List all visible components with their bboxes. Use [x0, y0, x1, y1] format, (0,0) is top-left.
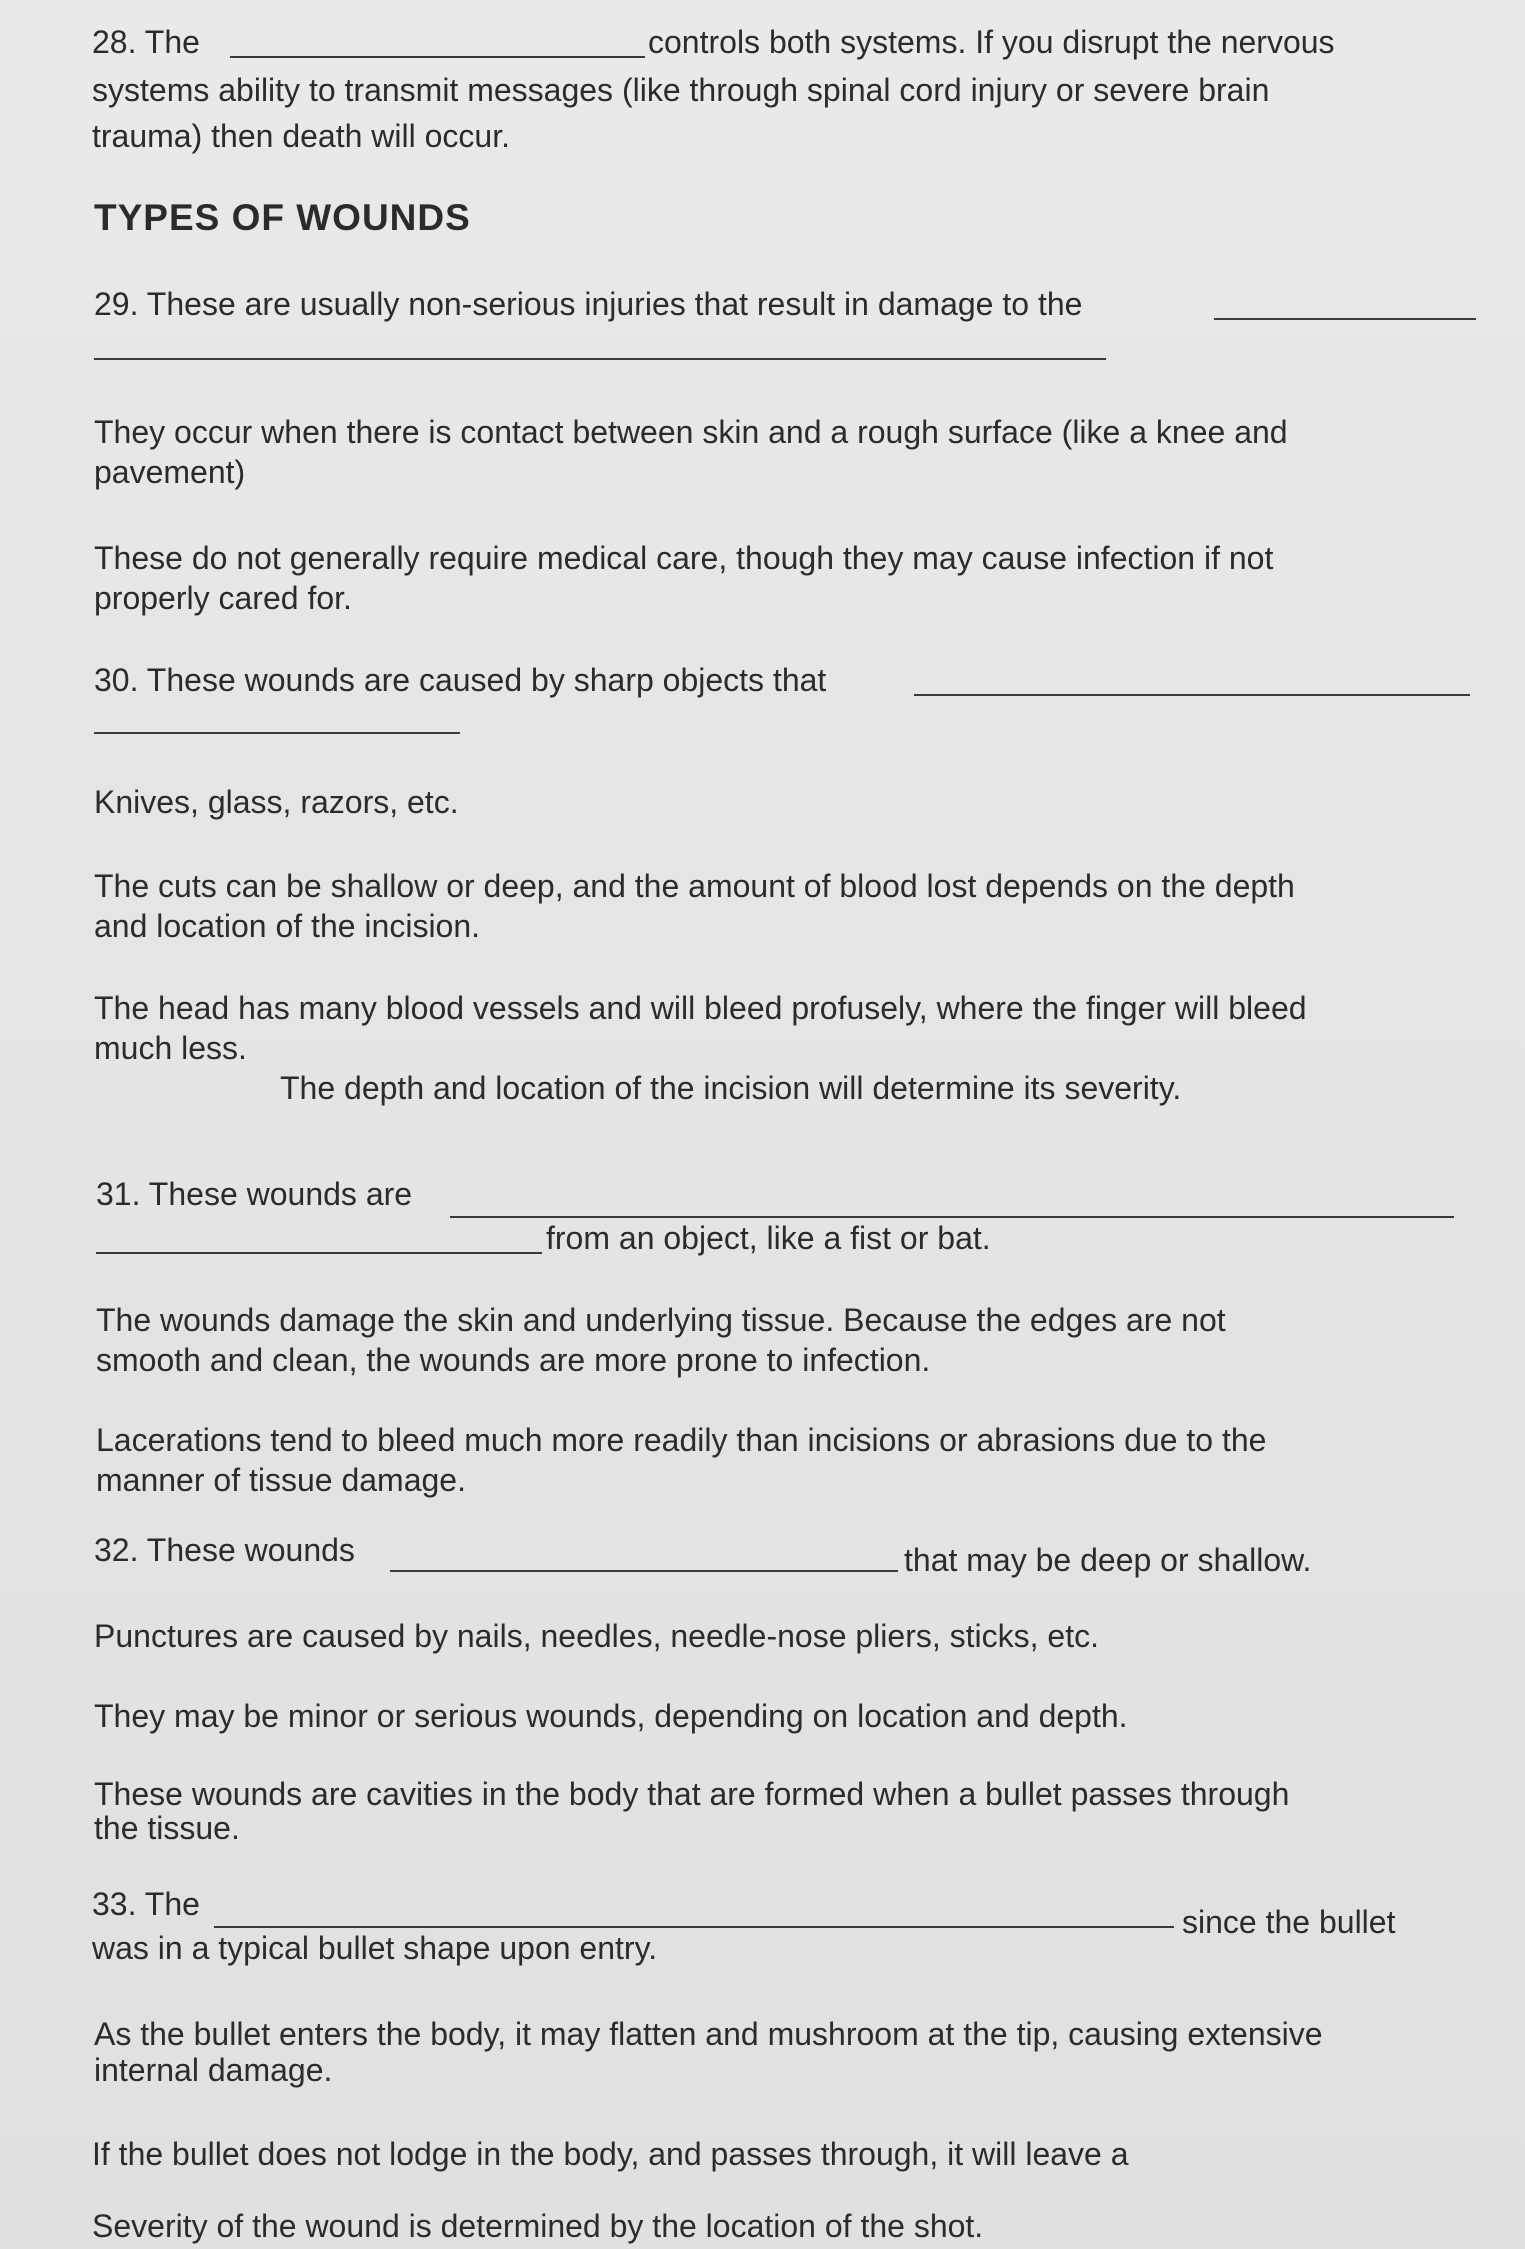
q28-line2: systems ability to transmit messages (like through spinal cord injury or severe brain: [92, 72, 1270, 108]
abrasion-p2-line1: These do not generally require medical care, though they may cause infection if not: [94, 540, 1274, 576]
abrasion-p2-line2: properly cared for.: [94, 580, 352, 616]
laceration-p1-line1: The wounds damage the skin and underlying tissue. Because the edges are not: [96, 1302, 1226, 1338]
laceration-p2-line2: manner of tissue damage.: [96, 1462, 466, 1498]
section-heading: TYPES OF WOUNDS: [94, 197, 471, 238]
q28-suffix: controls both systems. If you disrupt the nervous: [648, 24, 1335, 60]
incision-p3: The depth and location of the incision will determine its severity.: [280, 1070, 1182, 1106]
q33-suffix: since the bullet: [1182, 1904, 1396, 1940]
q28-prefix: 28. The: [92, 24, 200, 60]
incision-p1-line2: and location of the incision.: [94, 908, 481, 944]
incision-p2-line1: The head has many blood vessels and will bleed profusely, where the finger will bleed: [94, 990, 1307, 1026]
q28-line3: trauma) then death will occur.: [92, 118, 510, 154]
laceration-p1-line2: smooth and clean, the wounds are more prone to infection.: [96, 1342, 931, 1378]
incision-examples: Knives, glass, razors, etc.: [94, 784, 459, 820]
q33-prefix: 33. The: [92, 1886, 200, 1922]
abrasion-p1-line2: pavement): [94, 454, 246, 490]
incision-p1-line1: The cuts can be shallow or deep, and the amount of blood lost depends on the depth: [94, 868, 1295, 904]
q31-suffix: from an object, like a fist or bat.: [546, 1220, 991, 1256]
q28-blank[interactable]: [230, 56, 645, 58]
q32-suffix: that may be deep or shallow.: [904, 1542, 1312, 1578]
gunshot-p1-line2: the tissue.: [94, 1810, 240, 1846]
laceration-p2-line1: Lacerations tend to bleed much more readily than incisions or abrasions due to the: [96, 1422, 1267, 1458]
q30-prefix: 30. These wounds are caused by sharp objects that: [94, 662, 827, 698]
gunshot-p1-line1: These wounds are cavities in the body that are formed when a bullet passes through: [94, 1776, 1290, 1812]
q29-prefix: 29. These are usually non-serious injuries that result in damage to the: [94, 286, 1083, 322]
gunshot-p2-line2: internal damage.: [94, 2052, 333, 2088]
q32-prefix: 32. These wounds: [94, 1532, 355, 1568]
q31-blank-2[interactable]: [96, 1252, 542, 1254]
q32-blank[interactable]: [390, 1570, 898, 1572]
q30-blank-2[interactable]: [94, 732, 460, 734]
puncture-p2: They may be minor or serious wounds, depending on location and depth.: [94, 1698, 1128, 1734]
gunshot-p3: If the bullet does not lodge in the body, and passes through, it will leave a: [92, 2136, 1129, 2172]
q30-blank-1[interactable]: [914, 694, 1470, 696]
q33-line2: was in a typical bullet shape upon entry.: [92, 1930, 658, 1966]
abrasion-p1-line1: They occur when there is contact between skin and a rough surface (like a knee and: [94, 414, 1288, 450]
puncture-p1: Punctures are caused by nails, needles, needle-nose pliers, sticks, etc.: [94, 1618, 1099, 1654]
q29-blank-1[interactable]: [1214, 318, 1476, 320]
q31-prefix: 31. These wounds are: [96, 1176, 413, 1212]
gunshot-p4: Severity of the wound is determined by the location of the shot.: [92, 2208, 984, 2244]
incision-p2-line2: much less.: [94, 1030, 247, 1066]
q29-blank-2[interactable]: [94, 358, 1106, 360]
gunshot-p2-line1: As the bullet enters the body, it may flatten and mushroom at the tip, causing extensive: [94, 2016, 1323, 2052]
